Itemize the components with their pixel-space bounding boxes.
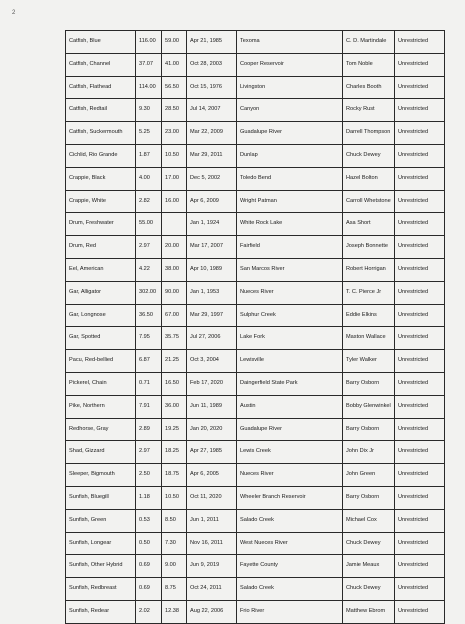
water-body-cell: Fairfield [237, 236, 343, 259]
angler-cell: John Dix Jr [343, 441, 395, 464]
angler-cell: Matthew Ebrom [343, 600, 395, 623]
water-body-cell: Livingston [237, 76, 343, 99]
weight-cell: 36.50 [136, 304, 162, 327]
angler-cell: Darrell Thompson [343, 122, 395, 145]
water-body-cell: Nueces River [237, 281, 343, 304]
length-cell: 41.00 [162, 53, 187, 76]
date-cell: Jul 14, 2007 [187, 99, 237, 122]
species-cell: Pike, Northern [66, 395, 136, 418]
status-cell: Unrestricted [395, 99, 445, 122]
length-cell: 7.30 [162, 532, 187, 555]
weight-cell: 4.00 [136, 167, 162, 190]
water-body-cell: Dunlap [237, 144, 343, 167]
angler-cell: Charles Booth [343, 76, 395, 99]
status-cell: Unrestricted [395, 258, 445, 281]
water-body-cell: Guadalupe River [237, 418, 343, 441]
water-body-cell: White Rock Lake [237, 213, 343, 236]
date-cell: Aug 22, 2006 [187, 600, 237, 623]
length-cell: 8.75 [162, 578, 187, 601]
weight-cell: 2.97 [136, 236, 162, 259]
length-cell: 16.50 [162, 372, 187, 395]
weight-cell: 7.95 [136, 327, 162, 350]
table-row [66, 213, 445, 236]
date-cell: Jun 9, 2019 [187, 555, 237, 578]
date-cell: Oct 15, 1976 [187, 76, 237, 99]
date-cell: Dec 5, 2002 [187, 167, 237, 190]
water-body-cell: Daingerfield State Park [237, 372, 343, 395]
water-body-cell: Lewis Creek [237, 441, 343, 464]
status-cell: Unrestricted [395, 486, 445, 509]
angler-cell: Jamie Meaux [343, 555, 395, 578]
date-cell: Oct 11, 2020 [187, 486, 237, 509]
angler-cell: C. D. Martindale [343, 31, 395, 54]
length-cell: 10.50 [162, 144, 187, 167]
table-row [66, 486, 445, 509]
date-cell: Mar 17, 2007 [187, 236, 237, 259]
weight-cell: 0.69 [136, 555, 162, 578]
weight-cell: 9.30 [136, 99, 162, 122]
status-cell: Unrestricted [395, 600, 445, 623]
water-body-cell: Lewisville [237, 350, 343, 373]
species-cell: Drum, Freshwater [66, 213, 136, 236]
water-body-cell: Fayette County [237, 555, 343, 578]
angler-cell: Barry Osborn [343, 418, 395, 441]
table-row [66, 418, 445, 441]
weight-cell: 1.87 [136, 144, 162, 167]
angler-cell: Robert Horrigan [343, 258, 395, 281]
species-cell: Eel, American [66, 258, 136, 281]
status-cell: Unrestricted [395, 532, 445, 555]
species-cell: Cichlid, Rio Grande [66, 144, 136, 167]
status-cell: Unrestricted [395, 281, 445, 304]
species-cell: Catfish, Redtail [66, 99, 136, 122]
table-row [66, 99, 445, 122]
table-row [66, 144, 445, 167]
angler-cell: Barry Osborn [343, 372, 395, 395]
status-cell: Unrestricted [395, 53, 445, 76]
angler-cell: Tom Noble [343, 53, 395, 76]
angler-cell: Chuck Dewey [343, 144, 395, 167]
water-body-cell: Austin [237, 395, 343, 418]
angler-cell: Joseph Bonnette [343, 236, 395, 259]
table-row [66, 464, 445, 487]
water-body-cell: Wheeler Branch Reservoir [237, 486, 343, 509]
species-cell: Shad, Gizzard [66, 441, 136, 464]
date-cell: Jun 1, 2011 [187, 509, 237, 532]
date-cell: Jan 1, 1953 [187, 281, 237, 304]
date-cell: Oct 28, 2003 [187, 53, 237, 76]
length-cell: 23.00 [162, 122, 187, 145]
weight-cell: 0.69 [136, 578, 162, 601]
length-cell: 8.50 [162, 509, 187, 532]
status-cell: Unrestricted [395, 31, 445, 54]
table-row [66, 53, 445, 76]
species-cell: Sunfish, Longear [66, 532, 136, 555]
table-row [66, 578, 445, 601]
length-cell: 16.00 [162, 190, 187, 213]
water-body-cell: Salado Creek [237, 578, 343, 601]
table-row [66, 190, 445, 213]
table-row [66, 555, 445, 578]
status-cell: Unrestricted [395, 464, 445, 487]
weight-cell: 2.50 [136, 464, 162, 487]
weight-cell: 0.50 [136, 532, 162, 555]
status-cell: Unrestricted [395, 213, 445, 236]
table-row [66, 304, 445, 327]
table-row [66, 532, 445, 555]
angler-cell: Barry Osborn [343, 486, 395, 509]
date-cell: Apr 6, 2009 [187, 190, 237, 213]
status-cell: Unrestricted [395, 76, 445, 99]
weight-cell: 4.22 [136, 258, 162, 281]
species-cell: Catfish, Suckermouth [66, 122, 136, 145]
species-cell: Gar, Longnose [66, 304, 136, 327]
table-row [66, 600, 445, 623]
weight-cell: 5.25 [136, 122, 162, 145]
angler-cell: Michael Cox [343, 509, 395, 532]
table-row [66, 122, 445, 145]
date-cell: Mar 22, 2009 [187, 122, 237, 145]
species-cell: Sunfish, Redear [66, 600, 136, 623]
species-cell: Catfish, Channel [66, 53, 136, 76]
date-cell: Apr 6, 2005 [187, 464, 237, 487]
weight-cell: 0.53 [136, 509, 162, 532]
status-cell: Unrestricted [395, 122, 445, 145]
angler-cell: Chuck Dewey [343, 532, 395, 555]
water-body-cell: San Marcos River [237, 258, 343, 281]
date-cell: Mar 29, 1997 [187, 304, 237, 327]
status-cell: Unrestricted [395, 304, 445, 327]
date-cell: Apr 27, 1985 [187, 441, 237, 464]
weight-cell: 37.07 [136, 53, 162, 76]
table-row [66, 372, 445, 395]
table-row [66, 350, 445, 373]
weight-cell: 2.89 [136, 418, 162, 441]
length-cell: 17.00 [162, 167, 187, 190]
status-cell: Unrestricted [395, 578, 445, 601]
water-body-cell: Toledo Bend [237, 167, 343, 190]
table-row [66, 76, 445, 99]
weight-cell: 302.00 [136, 281, 162, 304]
date-cell: Apr 21, 1985 [187, 31, 237, 54]
weight-cell: 55.00 [136, 213, 162, 236]
page-mark: 2 [12, 10, 16, 16]
table-row [66, 395, 445, 418]
water-body-cell: Nueces River [237, 464, 343, 487]
water-body-cell: West Nueces River [237, 532, 343, 555]
table-row [66, 327, 445, 350]
status-cell: Unrestricted [395, 509, 445, 532]
angler-cell: Rocky Rust [343, 99, 395, 122]
species-cell: Catfish, Flathead [66, 76, 136, 99]
water-body-cell: Guadalupe River [237, 122, 343, 145]
water-body-cell: Frio River [237, 600, 343, 623]
water-body-cell: Sulphur Creek [237, 304, 343, 327]
angler-cell: Maston Wallace [343, 327, 395, 350]
table-row [66, 281, 445, 304]
date-cell: Mar 29, 2011 [187, 144, 237, 167]
date-cell: Feb 17, 2020 [187, 372, 237, 395]
length-cell: 59.00 [162, 31, 187, 54]
status-cell: Unrestricted [395, 350, 445, 373]
species-cell: Sunfish, Redbreast [66, 578, 136, 601]
status-cell: Unrestricted [395, 190, 445, 213]
length-cell: 90.00 [162, 281, 187, 304]
weight-cell: 1.18 [136, 486, 162, 509]
length-cell: 67.00 [162, 304, 187, 327]
angler-cell: Asa Short [343, 213, 395, 236]
weight-cell: 0.71 [136, 372, 162, 395]
angler-cell: Tyler Walker [343, 350, 395, 373]
weight-cell: 2.97 [136, 441, 162, 464]
length-cell: 18.25 [162, 441, 187, 464]
angler-cell: Eddie Elkins [343, 304, 395, 327]
species-cell: Sleeper, Bigmouth [66, 464, 136, 487]
table-row [66, 509, 445, 532]
species-cell: Gar, Spotted [66, 327, 136, 350]
length-cell: 18.75 [162, 464, 187, 487]
species-cell: Catfish, Blue [66, 31, 136, 54]
length-cell: 19.25 [162, 418, 187, 441]
length-cell: 10.50 [162, 486, 187, 509]
status-cell: Unrestricted [395, 327, 445, 350]
length-cell [162, 213, 187, 236]
length-cell: 35.75 [162, 327, 187, 350]
records-table [65, 30, 445, 624]
species-cell: Sunfish, Bluegill [66, 486, 136, 509]
species-cell: Gar, Alligator [66, 281, 136, 304]
water-body-cell: Cooper Reservoir [237, 53, 343, 76]
angler-cell: Carroll Whetstone [343, 190, 395, 213]
water-body-cell: Canyon [237, 99, 343, 122]
records-body [66, 31, 445, 624]
length-cell: 28.50 [162, 99, 187, 122]
species-cell: Crappie, White [66, 190, 136, 213]
status-cell: Unrestricted [395, 372, 445, 395]
table-row [66, 236, 445, 259]
species-cell: Drum, Red [66, 236, 136, 259]
date-cell: Oct 3, 2004 [187, 350, 237, 373]
status-cell: Unrestricted [395, 418, 445, 441]
table-row [66, 441, 445, 464]
date-cell: Nov 16, 2011 [187, 532, 237, 555]
angler-cell: T. C. Pierce Jr [343, 281, 395, 304]
weight-cell: 2.02 [136, 600, 162, 623]
species-cell: Sunfish, Other Hybrid [66, 555, 136, 578]
status-cell: Unrestricted [395, 555, 445, 578]
weight-cell: 7.91 [136, 395, 162, 418]
angler-cell: John Green [343, 464, 395, 487]
status-cell: Unrestricted [395, 395, 445, 418]
length-cell: 21.25 [162, 350, 187, 373]
length-cell: 56.50 [162, 76, 187, 99]
water-body-cell: Wright Patman [237, 190, 343, 213]
table-row [66, 167, 445, 190]
weight-cell: 6.87 [136, 350, 162, 373]
status-cell: Unrestricted [395, 236, 445, 259]
date-cell: Jan 20, 2020 [187, 418, 237, 441]
status-cell: Unrestricted [395, 167, 445, 190]
length-cell: 20.00 [162, 236, 187, 259]
weight-cell: 116.00 [136, 31, 162, 54]
species-cell: Pacu, Red-bellied [66, 350, 136, 373]
species-cell: Redhorse, Gray [66, 418, 136, 441]
table-row [66, 31, 445, 54]
date-cell: Jun 11, 1989 [187, 395, 237, 418]
date-cell: Oct 24, 2011 [187, 578, 237, 601]
date-cell: Jan 1, 1924 [187, 213, 237, 236]
water-body-cell: Texoma [237, 31, 343, 54]
weight-cell: 114.00 [136, 76, 162, 99]
date-cell: Jul 27, 2006 [187, 327, 237, 350]
length-cell: 38.00 [162, 258, 187, 281]
water-body-cell: Lake Fork [237, 327, 343, 350]
species-cell: Sunfish, Green [66, 509, 136, 532]
table-row [66, 258, 445, 281]
date-cell: Apr 10, 1989 [187, 258, 237, 281]
weight-cell: 2.82 [136, 190, 162, 213]
species-cell: Pickerel, Chain [66, 372, 136, 395]
status-cell: Unrestricted [395, 144, 445, 167]
angler-cell: Chuck Dewey [343, 578, 395, 601]
angler-cell: Hazel Bolton [343, 167, 395, 190]
water-body-cell: Salado Creek [237, 509, 343, 532]
species-cell: Crappie, Black [66, 167, 136, 190]
angler-cell: Bobby Glenwinkel [343, 395, 395, 418]
status-cell: Unrestricted [395, 441, 445, 464]
length-cell: 36.00 [162, 395, 187, 418]
length-cell: 9.00 [162, 555, 187, 578]
length-cell: 12.38 [162, 600, 187, 623]
